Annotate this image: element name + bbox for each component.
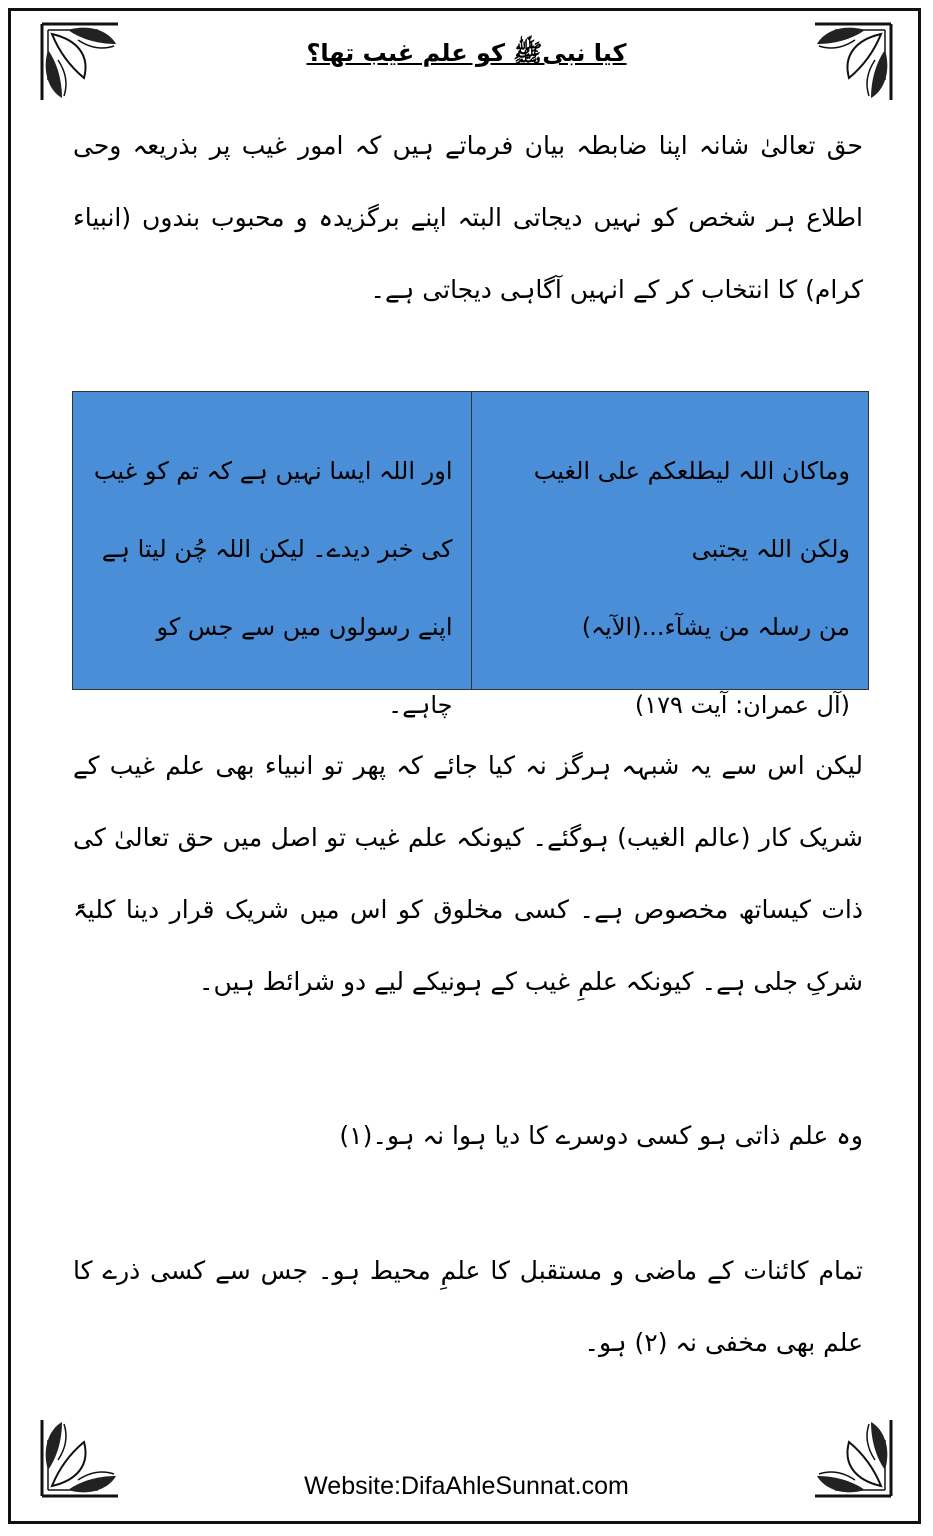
verse-arabic-cell: [471, 392, 869, 719]
condition-one: وہ علم ذاتی ہو کسی دوسرے کا دیا ہوا نہ ہو۔(۱): [339, 1121, 863, 1150]
intro-paragraph: حق تعالیٰ شانہ اپنا ضابطہ بیان فرماتے ہیں کہ امور غیب پر بذریعہ وحی اطلاع ہر شخص کو نہیں دیجاتی البتہ اپنے برگزیدہ و محبوب بندوں (انبیاء کرام) کا انتخاب کر کے انہیں آگاہی دیجاتی ہے۔: [73, 131, 863, 304]
verse-translation-cell: [73, 392, 471, 719]
condition-two: تمام کائنات کے ماضی و مستقبل کا علمِ محیط ہو۔ جس سے کسی ذرے کا علم بھی مخفی نہ (۲) ہو۔: [73, 1256, 863, 1357]
verse-arabic-line2: من رسلہ من یشآء...(الآیہ): [581, 613, 850, 641]
verse-box: [72, 391, 869, 719]
page-title: کیا نبیﷺ کو علم غیب تھا؟: [306, 39, 627, 67]
explanation-paragraph: لیکن اس سے یہ شبہہ ہرگز نہ کیا جائے کہ پھر تو انبیاء بھی علم غیب کے شریک کار (عالم الغیب) ہوگئے۔ کیونکہ علم غیب تو اصل میں حق تعالیٰ کی ذات کیساتھ مخصوص ہے۔ کسی مخلوق کو اس میں شریک قرار دینا کلیۃً شرکِ جلی ہے۔ کیونکہ علمِ غیب کے ہونیکے لیے دو شرائط ہیں۔: [73, 751, 863, 996]
verse-translation: اور اللہ ایسا نہیں ہے کہ تم کو غیب کی خبر دیدے۔ لیکن اللہ چُن لیتا ہے اپنے رسولوں میں سے جس کو چاہے۔: [93, 457, 453, 719]
verse-reference: (آل عمران: آیت ۱۷۹): [634, 691, 850, 719]
verse-arabic-line1: وماکان اللہ لیطلعکم علی الغیب ولکن اللہ یجتبی: [533, 457, 850, 563]
website-footer: Website:DifaAhleSunnat.com: [304, 1472, 629, 1500]
